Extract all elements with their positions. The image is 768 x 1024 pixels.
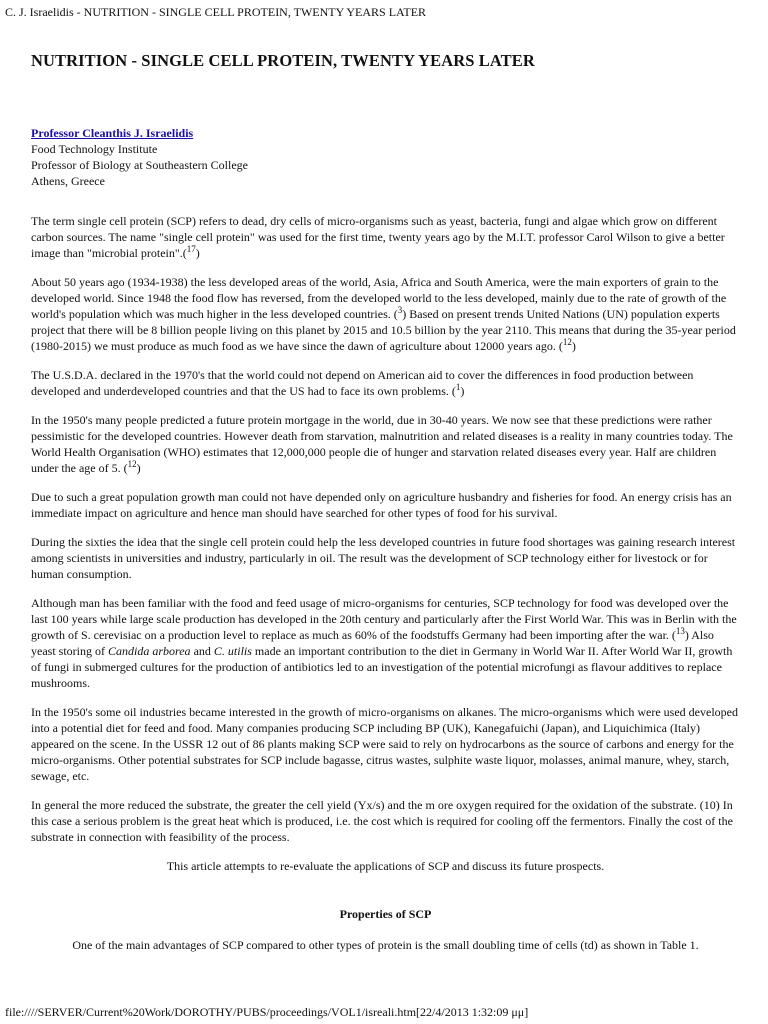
browser-print-footer: file:////SERVER/Current%20Work/DOROTHY/PUBS/proceedings/VOL1/isreali.htm[22/4/2013 1:32:09 μμ] <box>5 1005 529 1019</box>
paragraph-doubling-time: One of the main advantages of SCP compared to other types of protein is the small doubling time of cells (td) as shown in Table 1. <box>72 938 699 952</box>
paragraph-article-aim: This article attempts to re-evaluate the applications of SCP and discuss its future prospects. <box>166 859 605 873</box>
browser-print-header: C. J. Israelidis - NUTRITION - SINGLE CELL PROTEIN, TWENTY YEARS LATER <box>5 5 427 19</box>
author-affiliation-1: Food Technology Institute <box>31 142 158 156</box>
paragraph-population-growth: Due to such a great population growth man could not have depended only on agriculture husbandry and fisheries for food. An energy crisis has an immediate impact on agriculture and hence man should have searched for other types of food for his survival. <box>31 490 732 520</box>
citation-ref: 3 <box>397 305 403 315</box>
paragraph-substrate: In general the more reduced the substrate, the greater the cell yield (Yx/s) and the m ore oxygen required for the oxidation of the substrate. (10) In this case a serious problem is the great heat which is produced, i.e. the cost which is required for cooling off the fermentors. Finally the cost of the substrate in connection with feasibility of the process. <box>31 798 733 844</box>
paragraph-oil-industries: In the 1950's some oil industries became interested in the growth of micro-organisms on alkanes. The micro-organisms which were used developed into a potential diet for feed and food. Many companies producing SCP including BP (UK), Kanegafuichi (Japan), and Liquichimica (Italy) appeared on the scene. In the USSR 12 out of 86 plants making SCP were said to rely on hydrocarbons as the source of carbons and energy for the micro-organisms. Other potential substrates for SCP include bagasse, citrus wastes, sulphite waste liquor, molasses, animal manure, whey, starch, sewage, etc. <box>31 705 738 783</box>
citation-ref: 17 <box>186 244 196 254</box>
citation-ref: 13 <box>675 626 685 636</box>
paragraph-protein-mortgage: In the 1950's many people predicted a future protein mortgage in the world, due in 30-40 years. We now see that these predictions were rather pessimistic for the developed countries. However death from starvation, malnutrition and related diseases is a reality in many countries today. The World Health Organisation (WHO) estimates that 12,000,000 people die of hunger and starvation related diseases every year. Half are children under the age of 5. ($^{12}$) <box>31 413 733 475</box>
species-name: C. utilis <box>213 644 252 658</box>
citation-ref: 12 <box>562 337 572 347</box>
author-block <box>31 125 740 189</box>
paragraph-history: Although man has been familiar with the food and feed usage of micro-organisms for centuries, SCP technology for food was developed over the last 100 years while large scale production has developed in the 20th century and particularly after the First World War. This was in Berlin with the growth of S. cerevisiac on a production level to replace as much as 60% of the foodstuffs Germany had been importing after the war. ($^{13}$) Also yeast storing of Candida arborea and C. utilis made an important contribution to the diet in Germany in World War II. After World War II, growth of fungi in submerged cultures for the production of antibiotics led to an investigation of the potential microfungi as flavour additives to replace mushrooms. <box>31 596 737 690</box>
paragraph-food-flow: About 50 years ago (1934-1938) the less developed areas of the world, Asia, Africa and South America, were the main exporters of grain to the developed world. Since 1948 the food flow has reversed, from the developed world to the less developed, mainly due to the rate of growth of the world's population which was much higher in the less developed countries. ($^3$) Based on present trends United Nations (UN) population experts project that there will be 8 billion people living on this planet by 2015 and 10.5 billion by the year 2110. This means that during the 35-year period (1980-2015) we must produce as much food as we have since the dawn of agriculture about 12000 years ago. ($^{12}$) <box>31 275 736 353</box>
page-title: NUTRITION - SINGLE CELL PROTEIN, TWENTY YEARS LATER <box>31 51 535 70</box>
citation-ref: 1 <box>455 382 461 392</box>
author-link[interactable]: Professor Cleanthis J. Israelidis <box>31 126 194 140</box>
author-location: Athens, Greece <box>31 174 105 188</box>
paragraph-scp-definition: The term single cell protein (SCP) refers to dead, dry cells of micro-organisms such as yeast, bacteria, fungi and algae which grow on different carbon sources. The name "single cell protein" was used for the first time, twenty years ago by the M.I.T. professor Carol Wilson to give a better image than "microbial protein".($^{17}$) <box>31 214 725 260</box>
citation-ref: 12 <box>127 459 137 469</box>
article-body <box>31 50 740 953</box>
species-name: Candida arborea <box>108 644 191 658</box>
author-affiliation-2: Professor of Biology at Southeastern College <box>31 158 248 172</box>
paragraph-usda: The U.S.D.A. declared in the 1970's that the world could not depend on American aid to cover the differences in food production between developed and underdeveloped countries and that the US had to face its own problems. ($^1$) <box>31 368 694 398</box>
section-heading: Properties of SCP <box>339 907 432 921</box>
paragraph-sixties: During the sixties the idea that the single cell protein could help the less developed countries in future food shortages was gaining research interest among scientists in universities and industry, particularly in oil. The result was the development of SCP technology either for livestock or for human consumption. <box>31 535 736 581</box>
